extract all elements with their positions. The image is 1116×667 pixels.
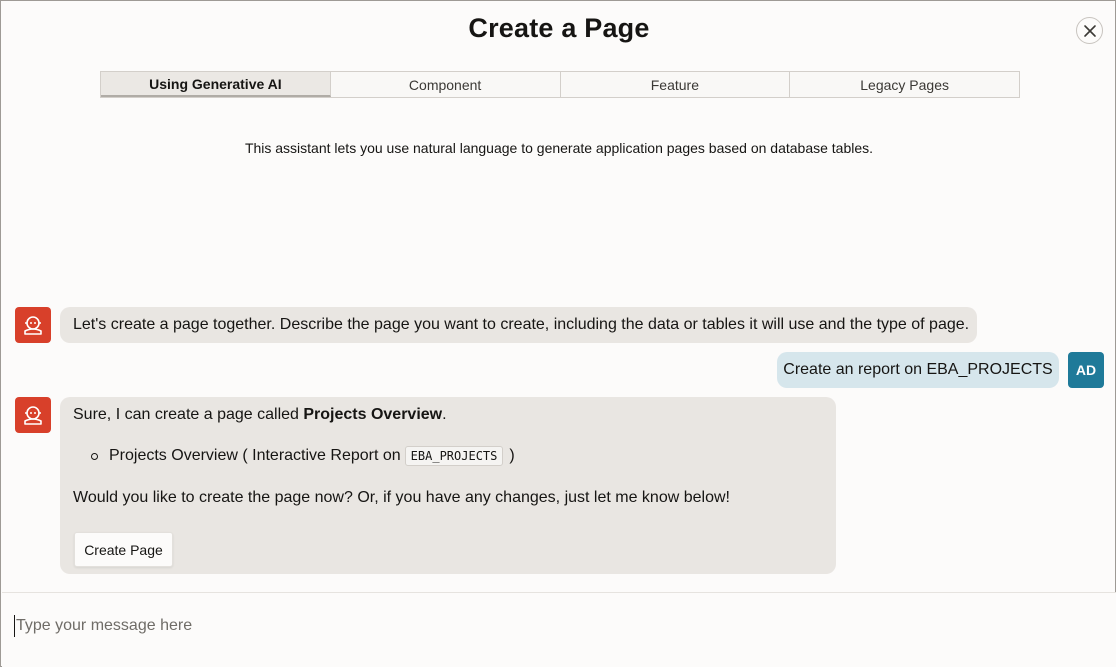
bot-message-intro xyxy=(73,406,447,424)
bullet-icon xyxy=(91,453,98,460)
bullet-close: ) xyxy=(509,447,515,464)
dialog-title: Create a Page xyxy=(468,13,650,43)
page-type-tabs xyxy=(100,71,1020,98)
intro-prefix: Sure, I can create a page called xyxy=(73,406,304,423)
user-message xyxy=(777,352,1059,388)
bot-message xyxy=(60,307,977,343)
bot-message-text: Let's create a page together. Describe the page you want to create, including the data or tables it will use and the type of page. xyxy=(73,316,970,333)
user-avatar: AD xyxy=(1068,352,1104,388)
intro-text: This assistant lets you use natural language to generate application pages based on database tables. xyxy=(244,140,874,156)
close-icon xyxy=(1083,24,1097,38)
user-message-text: Create an report on EBA_PROJECTS xyxy=(783,361,1053,378)
tab-using-generative-ai[interactable]: Using Generative AI xyxy=(101,72,331,97)
page-name: Projects Overview xyxy=(303,406,443,423)
message-input[interactable] xyxy=(14,615,1104,637)
bot-avatar xyxy=(15,397,51,433)
tab-legacy-pages[interactable]: Legacy Pages xyxy=(860,76,949,93)
list-item xyxy=(91,446,515,466)
create-page-button[interactable]: Create Page xyxy=(74,532,173,567)
bot-message xyxy=(60,397,836,574)
table-name-code: EBA_PROJECTS xyxy=(405,446,504,466)
tab-feature[interactable]: Feature xyxy=(561,72,791,97)
message-input-area xyxy=(2,592,1116,667)
intro-suffix: . xyxy=(442,406,447,423)
tab-component[interactable]: Component xyxy=(331,72,561,97)
bot-question: Would you like to create the page now? Or, if you have any changes, just let me know below! xyxy=(73,489,730,506)
robot-icon xyxy=(22,404,44,426)
bot-avatar xyxy=(15,307,51,343)
bullet-text: Projects Overview ( Interactive Report on xyxy=(109,447,401,464)
robot-icon xyxy=(22,314,44,336)
close-button[interactable] xyxy=(1076,17,1103,44)
